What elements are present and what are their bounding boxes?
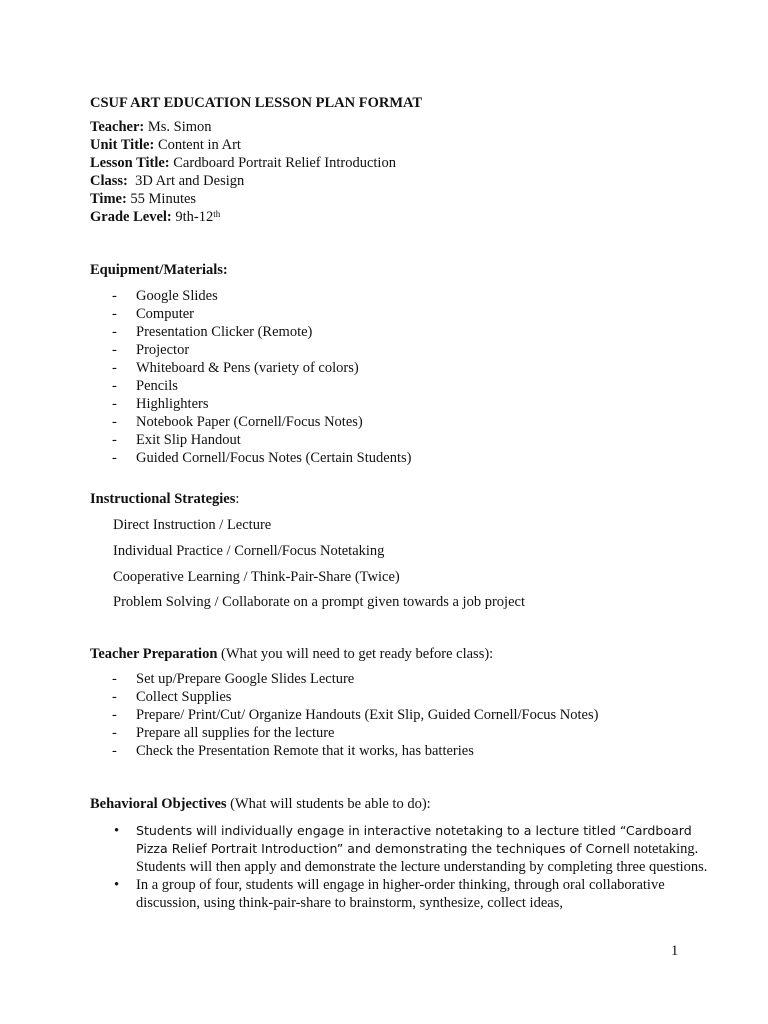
- list-item-text: Projector: [136, 342, 190, 358]
- list-item: [112, 876, 712, 912]
- list-item-text: Presentation Clicker (Remote): [136, 324, 313, 340]
- list-item: [112, 305, 411, 323]
- list-item-text: Pencils: [136, 378, 178, 394]
- teacher-label: Teacher:: [90, 119, 145, 135]
- strategies-heading-colon: :: [235, 491, 240, 507]
- list-item: [112, 449, 411, 467]
- dash-marker: -: [112, 432, 117, 448]
- list-item-text: Prepare/ Print/Cut/ Organize Handouts (Exit Slip, Guided Cornell/Focus Notes): [136, 707, 599, 723]
- unit-title-value: Content in Art: [154, 137, 241, 153]
- list-item: [112, 706, 598, 724]
- list-item-text: Exit Slip Handout: [136, 432, 241, 448]
- dash-marker: -: [112, 324, 117, 340]
- list-item-text: Check the Presentation Remote that it works, has batteries: [136, 743, 474, 759]
- list-item-text: Google Slides: [136, 288, 218, 304]
- objective-text-part: notetaking. Students will then apply and demonstrate the lecture understanding by completing three questions.: [136, 841, 708, 875]
- list-item: [112, 822, 712, 876]
- grade-level-field: [90, 209, 220, 226]
- list-item: [112, 431, 411, 449]
- list-item: [112, 413, 411, 431]
- time-value: 55 Minutes: [126, 191, 197, 207]
- time-field: [90, 191, 196, 208]
- dash-marker: -: [112, 342, 117, 358]
- equipment-list: [112, 287, 411, 467]
- grade-level-label: Grade Level:: [90, 209, 172, 225]
- dash-marker: -: [112, 450, 117, 466]
- list-item-text: Collect Supplies: [136, 689, 232, 705]
- strategy-item: Problem Solving / Collaborate on a prompt given towards a job project: [113, 594, 525, 610]
- lesson-title-label: Lesson Title:: [90, 155, 170, 171]
- dash-marker: -: [112, 725, 117, 741]
- page-number: 1: [671, 943, 679, 959]
- class-label: Class:: [90, 173, 128, 189]
- dash-marker: -: [112, 288, 117, 304]
- lesson-title-field: [90, 155, 396, 172]
- objective-text-part: Students will individually engage in interactive notetaking to a lecture titled “Cardboard Pizza Relief Portrait Introduction” and demonstrating the techniques of Cornell: [136, 823, 692, 856]
- equipment-heading: Equipment/Materials:: [90, 262, 228, 278]
- time-label: Time:: [90, 191, 127, 207]
- objectives-heading: [90, 796, 431, 813]
- preparation-heading-text: Teacher Preparation: [90, 646, 218, 662]
- bullet-marker: •: [114, 823, 120, 839]
- list-item-text: Guided Cornell/Focus Notes (Certain Students): [136, 450, 412, 466]
- list-item: [112, 377, 411, 395]
- teacher-value: Ms. Simon: [144, 119, 212, 135]
- class-value: 3D Art and Design: [127, 173, 245, 189]
- objectives-heading-note: (What will students be able to do):: [226, 796, 431, 812]
- list-item: [112, 323, 411, 341]
- dash-marker: -: [112, 360, 117, 376]
- strategy-item: Direct Instruction / Lecture: [113, 517, 272, 533]
- unit-title-field: [90, 137, 241, 154]
- list-item: [112, 724, 598, 742]
- list-item-text: Set up/Prepare Google Slides Lecture: [136, 671, 355, 687]
- list-item: [112, 742, 598, 760]
- class-field: [90, 173, 244, 190]
- list-item: [112, 688, 598, 706]
- list-item-text: Prepare all supplies for the lecture: [136, 725, 335, 741]
- objectives-heading-text: Behavioral Objectives: [90, 796, 227, 812]
- strategies-heading-text: Instructional Strategies: [90, 491, 236, 507]
- dash-marker: -: [112, 378, 117, 394]
- dash-marker: -: [112, 707, 117, 723]
- lesson-title-value: Cardboard Portrait Relief Introduction: [169, 155, 396, 171]
- objectives-list: [112, 822, 712, 912]
- strategy-item: Individual Practice / Cornell/Focus Notetaking: [113, 543, 385, 559]
- dash-marker: -: [112, 414, 117, 430]
- objective-text: In a group of four, students will engage in higher-order thinking, through oral collaborative discussion, using think-pair-share to brainstorm, synthesize, collect ideas,: [136, 877, 665, 911]
- dash-marker: -: [112, 396, 117, 412]
- strategy-item: Cooperative Learning / Think-Pair-Share (Twice): [113, 569, 400, 585]
- list-item: [112, 359, 411, 377]
- grade-level-value: 9th-12: [171, 209, 214, 225]
- list-item: [112, 670, 598, 688]
- dash-marker: -: [112, 671, 117, 687]
- bullet-marker: •: [114, 877, 120, 893]
- grade-level-superscript: th: [213, 209, 221, 219]
- preparation-heading-note: (What you will need to get ready before class):: [217, 646, 494, 662]
- teacher-field: [90, 119, 212, 136]
- dash-marker: -: [112, 306, 117, 322]
- document-title: CSUF ART EDUCATION LESSON PLAN FORMAT: [90, 95, 423, 111]
- strategies-heading: [90, 491, 239, 508]
- unit-title-label: Unit Title:: [90, 137, 155, 153]
- list-item-text: Whiteboard & Pens (variety of colors): [136, 360, 359, 376]
- dash-marker: -: [112, 743, 117, 759]
- dash-marker: -: [112, 689, 117, 705]
- list-item-text: Computer: [136, 306, 194, 322]
- list-item: [112, 395, 411, 413]
- list-item: [112, 341, 411, 359]
- list-item-text: Notebook Paper (Cornell/Focus Notes): [136, 414, 363, 430]
- list-item-text: Highlighters: [136, 396, 209, 412]
- preparation-list: [112, 670, 598, 760]
- preparation-heading: [90, 646, 493, 663]
- list-item: [112, 287, 411, 305]
